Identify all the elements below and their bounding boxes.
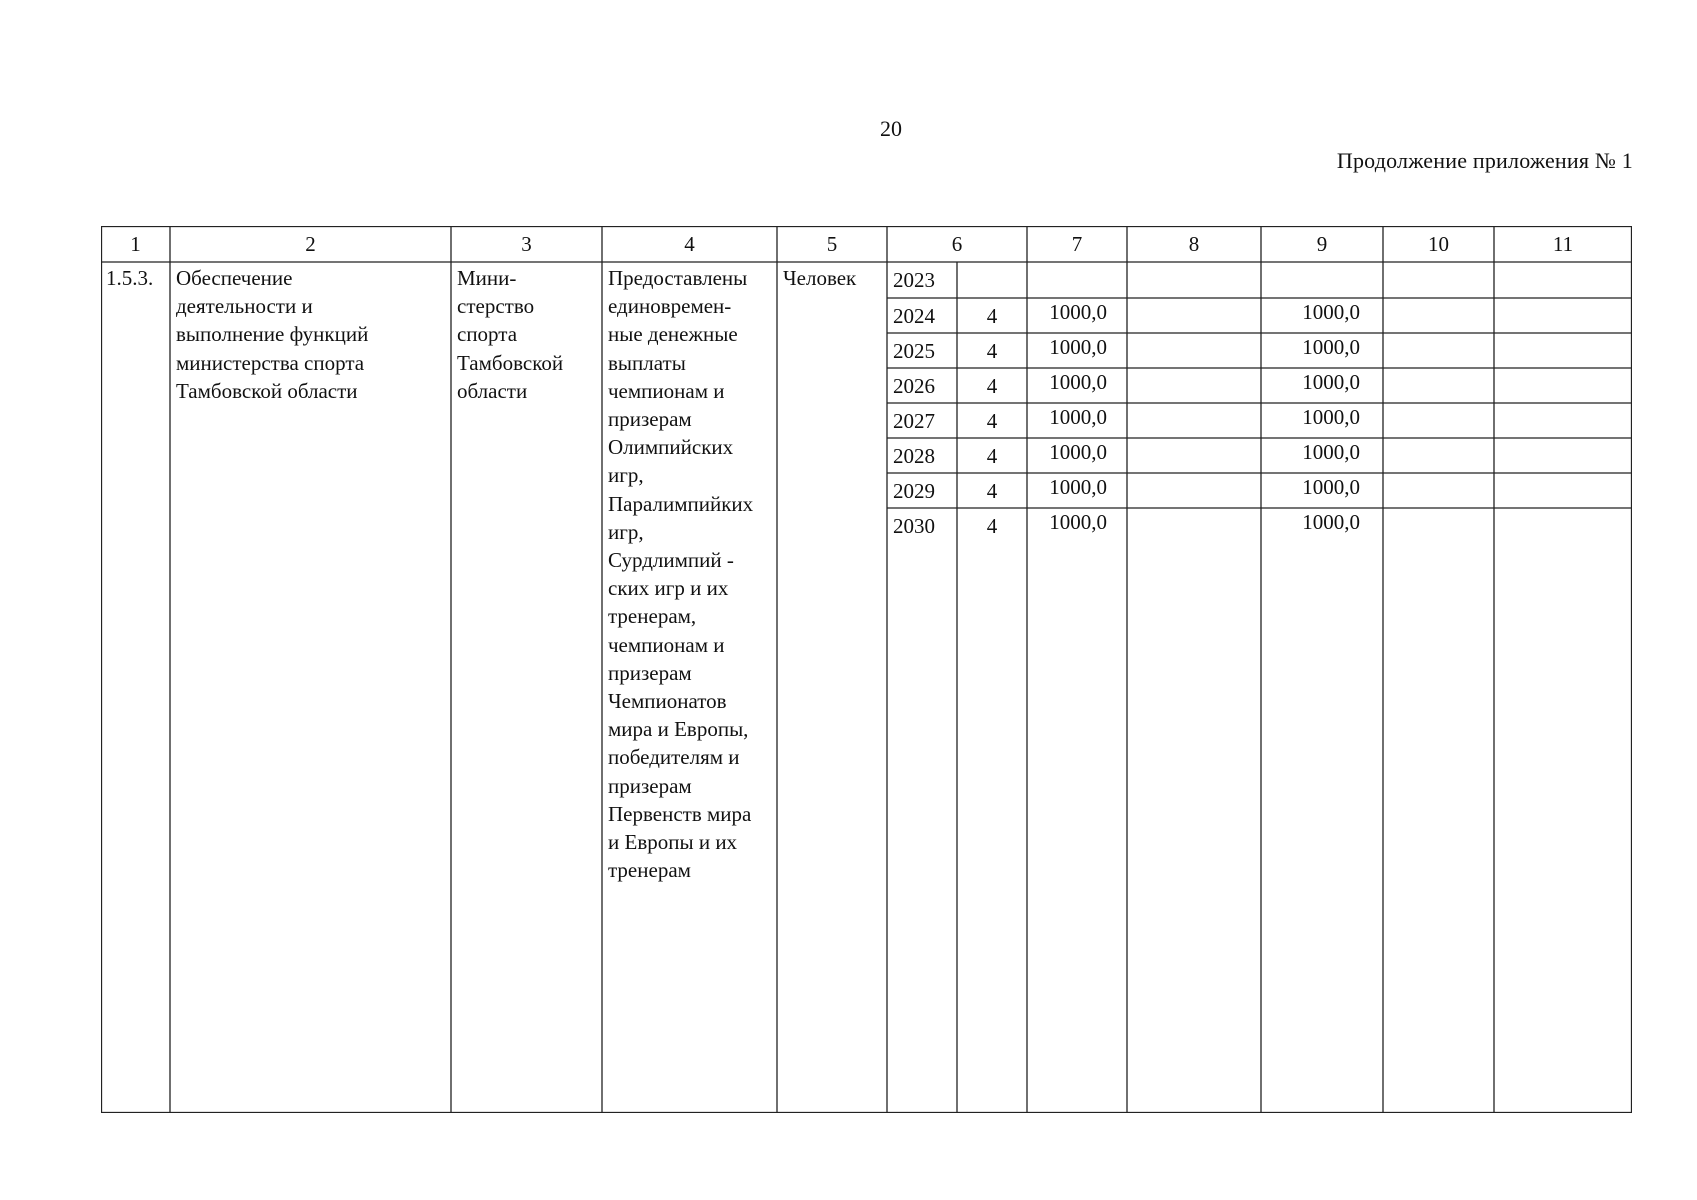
header-col-7: 7	[1071, 232, 1083, 256]
col7-amount: 1000,0	[1049, 440, 1107, 464]
col9-amount: 1000,0	[1302, 335, 1360, 359]
year-cell: 2029	[893, 479, 935, 503]
col9-amount: 1000,0	[1302, 440, 1360, 464]
year-value: 4	[986, 444, 998, 468]
col7-amount: 1000,0	[1049, 405, 1107, 429]
appendix-continuation-label: Продолжение приложения № 1	[1336, 148, 1633, 173]
unit-of-measure: Человек	[783, 266, 857, 290]
header-col-1: 1	[130, 232, 141, 256]
col7-amount: 1000,0	[1049, 370, 1107, 394]
col7-amount: 1000,0	[1049, 510, 1107, 534]
year-value: 4	[986, 374, 998, 398]
row-number: 1.5.3.	[106, 266, 154, 290]
year-cell: 2027	[893, 409, 935, 433]
header-col-10: 10	[1428, 232, 1449, 256]
year-cell: 2030	[893, 514, 935, 538]
year-cell: 2024	[893, 304, 935, 328]
indicator-description: Предоставлены единовремен- ные денежные выплаты чемпионам и призерам Олимпийских игр, Паралимпийких игр, Сурдлимпий - ских игр и их тренерам, чемпионам и призерам Чемпионатов мира и Европы, победителям и призерам Первенств мира и Европы и их тренерам	[608, 266, 754, 883]
measure-name: Обеспечение деятельности и выполнение функций министерства спорта Тамбовской области	[176, 266, 369, 403]
header-col-4: 4	[684, 232, 695, 256]
header-col-11: 11	[1552, 232, 1574, 256]
header-col-2: 2	[305, 232, 316, 256]
data-table	[101, 226, 1632, 1113]
year-cell: 2025	[893, 339, 935, 363]
executor: Мини- стерство спорта Тамбовской области	[457, 266, 564, 403]
header-col-9: 9	[1316, 232, 1328, 256]
header-col-5: 5	[826, 232, 838, 256]
year-value: 4	[986, 304, 998, 328]
year-cell: 2023	[893, 268, 935, 292]
year-cell: 2026	[893, 374, 935, 398]
col7-amount: 1000,0	[1049, 335, 1107, 359]
year-value: 4	[986, 409, 998, 433]
col7-amount: 1000,0	[1049, 475, 1107, 499]
page-number: 20	[880, 116, 902, 141]
col7-amount: 1000,0	[1049, 300, 1107, 324]
year-cell: 2028	[893, 444, 935, 468]
col9-amount: 1000,0	[1302, 405, 1360, 429]
year-value: 4	[986, 339, 998, 363]
col9-amount: 1000,0	[1302, 300, 1360, 324]
col9-amount: 1000,0	[1302, 475, 1360, 499]
header-col-6: 6	[951, 232, 963, 256]
header-col-8: 8	[1188, 232, 1200, 256]
col9-amount: 1000,0	[1302, 370, 1360, 394]
year-value: 4	[986, 479, 998, 503]
header-col-3: 3	[521, 232, 532, 256]
year-value: 4	[986, 514, 998, 538]
col9-amount: 1000,0	[1302, 510, 1360, 534]
